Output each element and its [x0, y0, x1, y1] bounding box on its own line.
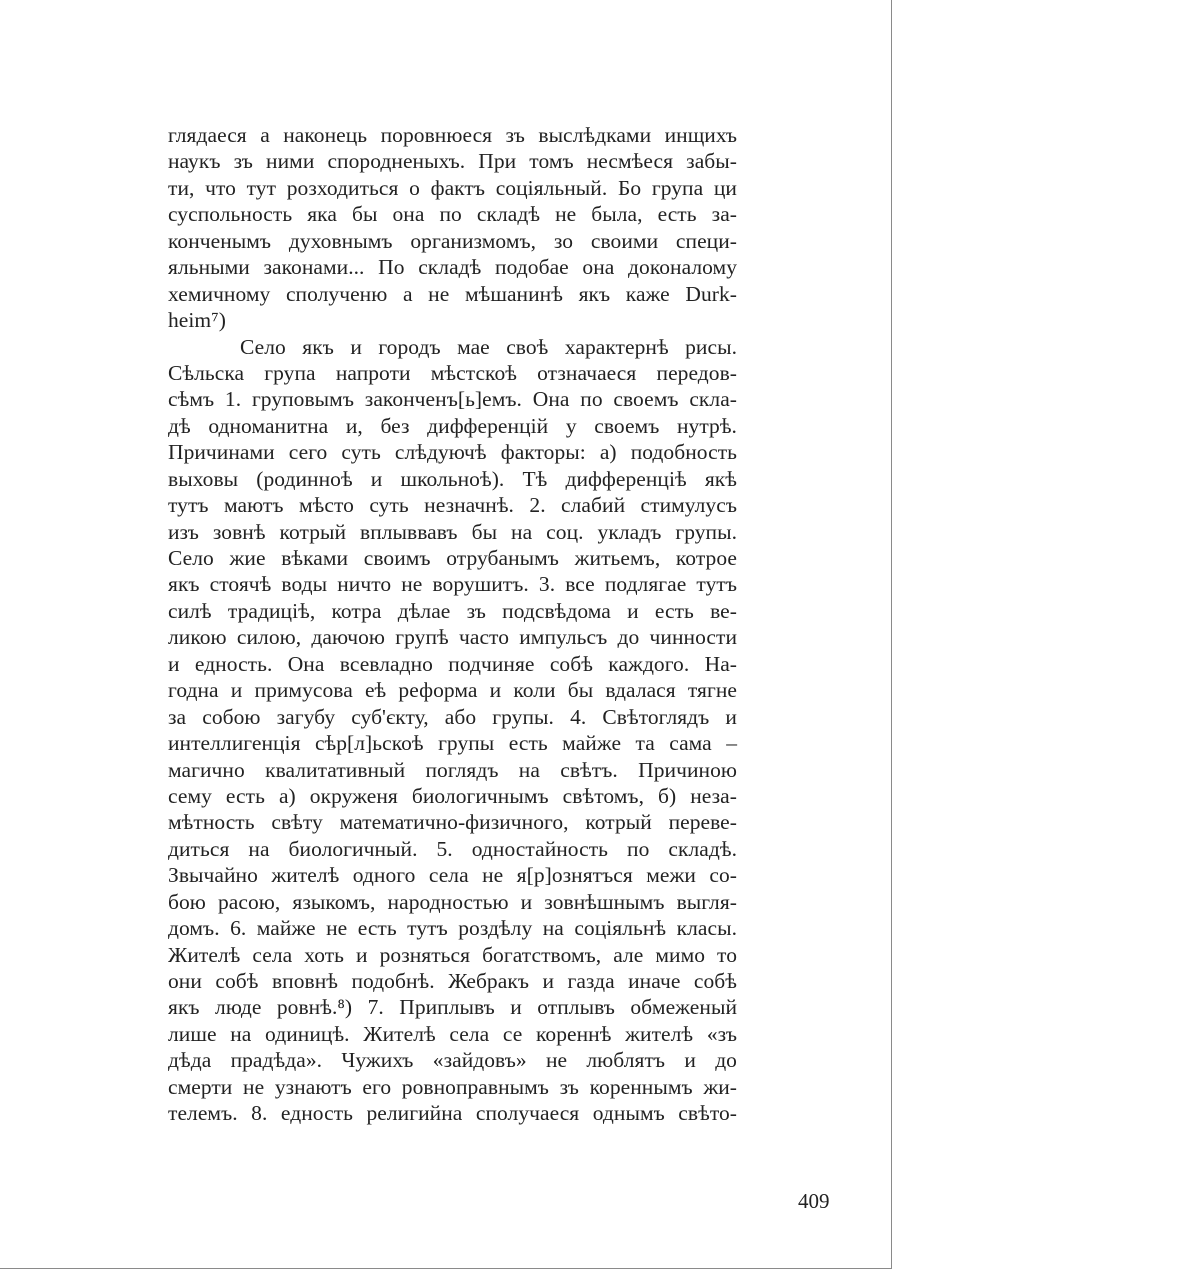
- text-line: и едность. Она всевладно подчиняе собѣ каждого. На-: [168, 651, 737, 676]
- text-line: сѣмъ 1. груповымъ законченъ[ь]емъ. Она по своемъ скла-: [168, 387, 737, 412]
- text-line: ликою силою, даючою групѣ часто импульсъ до чинности: [168, 625, 737, 650]
- text-line: изъ зовнѣ котрый вплыввавъ бы на соц. укладъ групы.: [168, 519, 737, 544]
- text-line: за собою загубу суб'єкту, або групы. 4. Свѣтоглядъ и: [168, 704, 737, 729]
- text-line: якъ стоячѣ воды ничто не ворушитъ. 3. все подлягае тутъ: [168, 572, 737, 597]
- text-line: Сѣльска група напроти мѣстскоѣ отзначаеся передов-: [168, 360, 737, 385]
- text-line: дѣ одноманитна и, без дифференцій у своемъ нутрѣ.: [168, 413, 737, 438]
- text-line: домъ. 6. майже не есть тутъ роздѣлу на соціяльнѣ класы.: [168, 916, 737, 941]
- text-line: сему есть а) окруженя биологичнымъ свѣтомъ, б) неза-: [168, 783, 737, 808]
- text-line: выховы (родинноѣ и школьноѣ). Тѣ дифференціѣ якѣ: [168, 466, 737, 491]
- text-line: бою расою, языкомъ, народностью и зовнѣшнымъ выгля-: [168, 889, 737, 914]
- page-number: 409: [798, 1189, 830, 1213]
- text-line: Причинами сего суть слѣдуючѣ факторы: а) подобность: [168, 440, 737, 465]
- text-line: мѣтность свѣту математично-физичного, котрый переве-: [168, 810, 737, 835]
- text-line: Жителѣ села хоть и розняться богатствомъ, але мимо то: [168, 942, 737, 967]
- text-line: тутъ маютъ мѣсто суть незначнѣ. 2. слабий стимулусъ: [168, 493, 737, 518]
- text-line: лише на одиницѣ. Жителѣ села се кореннѣ жителѣ «зъ: [168, 1021, 737, 1046]
- text-line: телемъ. 8. едность религийна сполучаеся однымъ свѣто-: [168, 1101, 737, 1126]
- text-line: суспольность яка бы она по складѣ не была, есть за-: [168, 202, 737, 227]
- text-line: они собѣ вповнѣ подобнѣ. Жебракъ и газда иначе собѣ: [168, 969, 737, 993]
- text-line: глядаеся а наконець поровнюеся зъ выслѣдками инщихъ: [168, 123, 737, 147]
- paragraph-start-line: Село якъ и городъ мае своѣ характернѣ рисы.: [240, 334, 737, 359]
- text-line: яльными законами... По складѣ подобае она доконалому: [168, 255, 737, 280]
- text-line: интеллигенція сѣр[л]ьскоѣ групы есть майже та сама –: [168, 731, 737, 756]
- text-line: наукъ зъ ними спородненыхъ. При томъ несмѣеся забы-: [168, 149, 737, 174]
- text-line: годна и примусова еѣ реформа и коли бы вдалася тягне: [168, 678, 737, 703]
- text-line: смерти не узнаютъ его ровноправнымъ зъ кореннымъ жи-: [168, 1074, 737, 1099]
- text-line: магично квалитативный поглядъ на свѣтъ. Причиною: [168, 757, 737, 782]
- text-line: якъ люде ровнѣ.⁸) 7. Приплывъ и отплывъ обмеженый: [168, 995, 737, 1020]
- text-line: Звычайно жителѣ одного села не я[р]ознятъся межи со-: [168, 863, 737, 888]
- body-text: [168, 122, 737, 1127]
- text-line: heim⁷): [168, 308, 226, 333]
- text-line: хемичному сполученю а не мѣшанинѣ якъ каже Durk-: [168, 281, 737, 306]
- text-line: Село жие вѣками своимъ отрубанымъ житьемъ, котрое: [168, 546, 737, 570]
- text-line: ти, что тут розходиться о фактъ соціяльный. Бо група ци: [168, 175, 737, 200]
- text-line: диться на биологичный. 5. одностайность по складѣ.: [168, 836, 737, 861]
- text-line: конченымъ духовнымъ организмомъ, зо своими специ-: [168, 228, 737, 253]
- text-line: силѣ традиціѣ, котра дѣлае зъ подсвѣдома и есть ве-: [168, 598, 737, 623]
- text-line: дѣда прадѣда». Чужихъ «зайдовъ» не люблятъ и до: [168, 1048, 737, 1073]
